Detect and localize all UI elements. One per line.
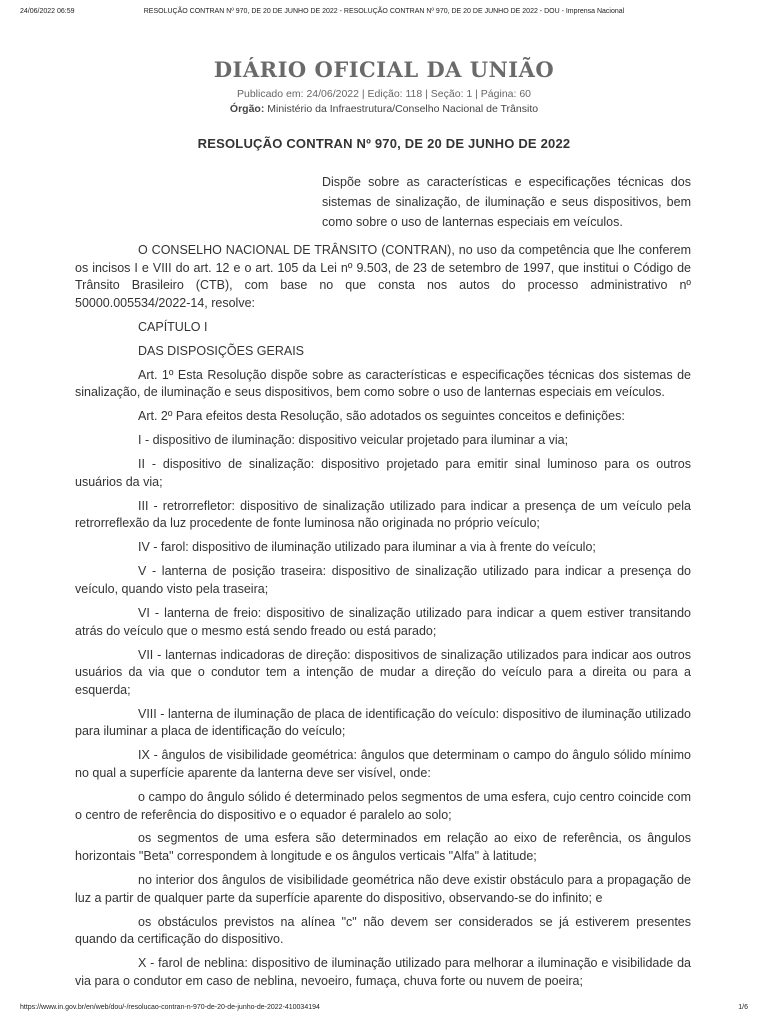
item-iv: IV - farol: dispositivo de iluminação utilizado para iluminar a via à frente do veículo;: [138, 540, 596, 555]
item-ii: II - dispositivo de sinalização: dispositivo projetado para emitir sinal luminoso para os outros usuários da via;: [75, 457, 691, 489]
document-title: RESOLUÇÃO CONTRAN Nº 970, DE 20 DE JUNHO DE 2022: [197, 136, 571, 151]
item-i: I - dispositivo de iluminação: dispositivo veicular projetado para iluminar a via;: [138, 433, 569, 448]
item-viii: VIII - lanterna de iluminação de placa de identificação do veículo: dispositivo de iluminação utilizado para iluminar a placa de identificação do veículo;: [75, 706, 691, 739]
item-vii: VII - lanternas indicadoras de direção: dispositivos de sinalização utilizados para indicar aos outros usuários da via que o condutor tem a intenção de mudar a direção do veículo para a direita ou para a esquerda;: [75, 647, 691, 697]
organ-line: [0, 103, 768, 115]
item-x: X - farol de neblina: dispositivo de iluminação utilizado para melhorar a iluminação e visibilidade da via para o condutor em caso de neblina, nevoeiro, fumaça, chuva forte ou nuvem de poeira;: [75, 956, 691, 988]
publication-info: Publicado em: 24/06/2022 | Edição: 118 | Seção: 1 | Página: 60: [236, 88, 532, 100]
chapter-heading: CAPÍTULO I: [138, 319, 208, 334]
item-ix-b: os segmentos de uma esfera são determinados em relação ao eixo de referência, os ângulos horizontais "Beta" correspondem à longitude e os ângulos verticais "Alfa" à latitude;: [75, 831, 691, 864]
print-header: [20, 8, 748, 20]
item-ix-a: o campo do ângulo sólido é determinado pelos segmentos de uma esfera, cujo centro coincide com o centro de referência do dispositivo e o equador é paralelo ao solo;: [75, 789, 691, 822]
item-vi: VI - lanterna de freio: dispositivo de sinalização utilizado para indicar a quem estiver transitando atrás do veículo que o mesmo está sendo freado ou está parado;: [75, 606, 691, 638]
ementa: Dispõe sobre as características e especificações técnicas dos sistemas de sinalização, de iluminação e seus dispositivos, bem como sobre o uso de lanternas especiais em veículos.: [322, 175, 691, 229]
masthead: [0, 57, 768, 115]
print-timestamp: 24/06/2022 06:59: [20, 8, 75, 15]
chapter-subtitle: DAS DISPOSIÇÕES GERAIS: [138, 343, 305, 358]
source-url-link[interactable]: https://www.in.gov.br/en/web/dou/-/resolucao-contran-n-970-de-20-de-junho-de-2022-410034194: [20, 1004, 320, 1011]
item-ix-d: os obstáculos previstos na alínea "c" não devem ser considerados se já estiverem presentes quando da certificação do dispositivo.: [75, 914, 691, 947]
article-1: Art. 1º Esta Resolução dispõe sobre as características e especificações técnicas dos sistemas de sinalização, de iluminação e seus dispositivos, bem como sobre o uso de lanternas especiais em veículos.: [75, 367, 691, 400]
preamble-paragraph: O CONSELHO NACIONAL DE TRÂNSITO (CONTRAN), no uso da competência que lhe conferem os incisos I e VIII do art. 12 e o art. 105 da Lei nº 9.503, de 23 de setembro de 1997, que institui o Código de Trânsito Brasileiro (CTB), com base no que consta nos autos do processo administrativo nº 50000.005534/2022-14, resolve:: [75, 243, 691, 310]
print-footer: [20, 1004, 748, 1016]
item-ix-c: no interior dos ângulos de visibilidade geométrica não deve existir obstáculo para a propagação de luz a partir de qualquer parte da superfície aparente do dispositivo, observando-se do infinito; e: [75, 873, 691, 905]
print-page-title: RESOLUÇÃO CONTRAN Nº 970, DE 20 DE JUNHO DE 2022 - RESOLUÇÃO CONTRAN Nº 970, DE 20 DE JUNHO DE 2022 - DOU - Imprensa Nacional: [143, 8, 625, 15]
document-body: [75, 242, 691, 997]
newspaper-name: DIÁRIO OFICIAL DA UNIÃO: [213, 57, 555, 82]
organ-value: Ministério da Infraestrutura/Conselho Nacional de Trânsito: [267, 103, 539, 115]
item-v: V - lanterna de posição traseira: dispositivo de sinalização utilizado para indicar a presença do veículo, quando visto pela traseira;: [75, 564, 691, 597]
article-2: Art. 2º Para efeitos desta Resolução, são adotados os seguintes conceitos e definições:: [138, 409, 625, 424]
item-iii: III - retrorrefletor: dispositivo de sinalização utilizado para indicar a presença de um veículo pela retrorreflexão da luz procedente de fonte luminosa não originada no próprio veículo;: [75, 498, 691, 531]
organ-label: Órgão:: [229, 103, 265, 115]
item-ix: IX - ângulos de visibilidade geométrica: ângulos que determinam o campo do ângulo sólido mínimo no qual a superfície aparente da lanterna deve ser visível, onde:: [75, 748, 691, 780]
page-number: 1/6: [738, 1004, 748, 1011]
